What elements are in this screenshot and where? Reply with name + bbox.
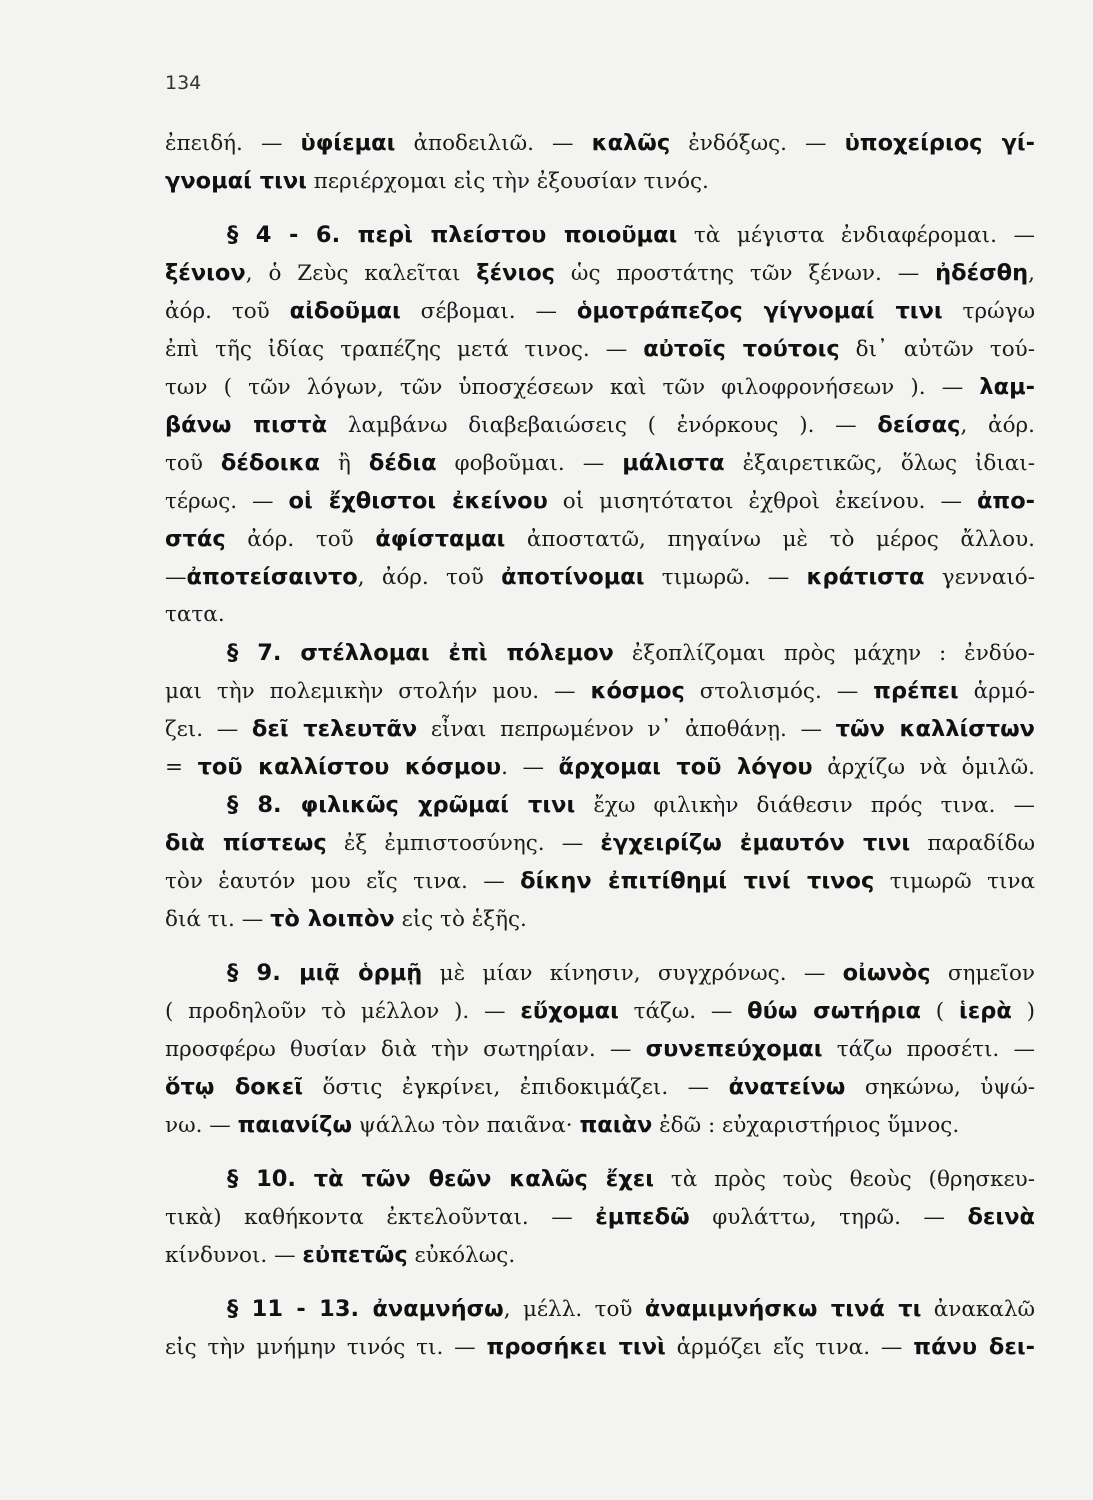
headword: § 7. στέλλομαι ἐπὶ πόλεμον bbox=[227, 640, 614, 666]
gloss-text: , ἀόρ. τοῦ bbox=[357, 565, 502, 590]
text-line bbox=[165, 1236, 1035, 1274]
headword: § 10. τὰ τῶν θεῶν καλῶς ἔχει bbox=[227, 1166, 655, 1192]
gloss-text: γενναιό- bbox=[924, 565, 1035, 590]
text-line bbox=[165, 1030, 1035, 1068]
headword: εὔχομαι bbox=[520, 998, 619, 1024]
headword: ἱερὰ bbox=[958, 998, 1012, 1024]
headword: προσήκει τινὶ bbox=[486, 1334, 666, 1360]
headword: αὐτοῖς τούτοις bbox=[643, 336, 840, 362]
headword: ξένιος bbox=[476, 260, 556, 286]
text-body bbox=[165, 124, 1035, 1366]
headword: πρέπει bbox=[873, 678, 959, 704]
headword: γνομαί τινι bbox=[165, 168, 307, 194]
text-line bbox=[165, 254, 1035, 292]
headword: ἀποτίνομαι bbox=[501, 564, 645, 590]
text-line bbox=[165, 1290, 1035, 1328]
gloss-text: προσφέρω θυσίαν διὰ τὴν σωτηρίαν. — bbox=[165, 1037, 646, 1062]
gloss-text: περιέρχομαι εἰς τὴν ἐξουσίαν τινός. bbox=[306, 169, 709, 194]
headword: πάνυ δει- bbox=[913, 1334, 1036, 1360]
text-line bbox=[165, 992, 1035, 1030]
text-line bbox=[165, 862, 1035, 900]
gloss-text: μὲ μίαν κίνησιν, συγχρόνως. — bbox=[422, 961, 843, 986]
headword: εὐπετῶς bbox=[302, 1242, 408, 1268]
gloss-text: εἶναι πεπρωμένον ν᾿ ἀποθάνῃ. — bbox=[417, 717, 836, 742]
gloss-text: , ἀόρ. bbox=[960, 413, 1035, 438]
gloss-text: ( bbox=[920, 999, 959, 1024]
headword: ἀναμιμνήσκω τινά τι bbox=[644, 1296, 922, 1322]
headword: δέδοικα bbox=[220, 450, 321, 476]
gloss-text: λαμβάνω διαβεβαιώσεις ( ἐνόρκους ). — bbox=[327, 413, 878, 438]
gloss-text: ἁρμόζει εἴς τινα. — bbox=[665, 1335, 914, 1360]
text-line bbox=[165, 710, 1035, 748]
gloss-text: σηκώνω, ὑψώ- bbox=[845, 1075, 1035, 1100]
gloss-text: = bbox=[165, 755, 198, 780]
headword: κόσμος bbox=[590, 678, 685, 704]
text-line bbox=[165, 216, 1035, 254]
gloss-text: ἐπειδή. — bbox=[165, 131, 301, 156]
headword: μάλιστα bbox=[622, 450, 725, 476]
text-line bbox=[165, 672, 1035, 710]
text-line bbox=[165, 1068, 1035, 1106]
headword: διὰ πίστεως bbox=[165, 830, 327, 856]
headword: παιανίζω bbox=[237, 1112, 353, 1138]
headword: θύω σωτήρια bbox=[747, 998, 921, 1024]
gloss-text: δι᾿ αὐτῶν τού- bbox=[839, 337, 1035, 362]
gloss-text: τάζω. — bbox=[618, 999, 748, 1024]
gloss-text: στολισμός. — bbox=[684, 679, 874, 704]
headword: ὑποχείριος γί- bbox=[844, 130, 1036, 156]
gloss-text: φοβοῦμαι. — bbox=[436, 451, 623, 476]
gloss-text: ἁρμό- bbox=[958, 679, 1035, 704]
headword: § 11 - 13. ἀναμνήσω bbox=[227, 1296, 504, 1322]
text-line bbox=[165, 900, 1035, 938]
gloss-text: τὰ μέγιστα ἐνδιαφέρομαι. — bbox=[677, 223, 1035, 248]
gloss-text: τὰ πρὸς τοὺς θεοὺς (θρησκευ- bbox=[654, 1167, 1035, 1192]
gloss-text: φυλάττω, τηρῶ. — bbox=[689, 1205, 968, 1230]
gloss-text: ὅστις ἐγκρίνει, ἐπιδοκιμάζει. — bbox=[303, 1075, 729, 1100]
headword: δεινὰ bbox=[967, 1204, 1035, 1230]
text-line bbox=[165, 954, 1035, 992]
gloss-text: ἀποδειλιῶ. — bbox=[395, 131, 592, 156]
text-line bbox=[165, 1106, 1035, 1144]
headword: τὸ λοιπὸν bbox=[270, 906, 395, 932]
gloss-text: τέρως. — bbox=[165, 489, 289, 514]
text-line bbox=[165, 1328, 1035, 1366]
headword: οἰωνὸς bbox=[842, 960, 931, 986]
text-line bbox=[165, 786, 1035, 824]
headword: ἠδέσθη bbox=[935, 260, 1029, 286]
headword: παιὰν bbox=[579, 1112, 653, 1138]
gloss-text: , ὁ Ζεὺς καλεῖται bbox=[245, 261, 477, 286]
text-line bbox=[165, 748, 1035, 786]
gloss-text: ἢ bbox=[320, 451, 369, 476]
headword: κράτιστα bbox=[806, 564, 925, 590]
gloss-text: εὐκόλως. bbox=[407, 1243, 516, 1268]
headword: αἰδοῦμαι bbox=[289, 298, 401, 324]
headword: λαμ- bbox=[979, 374, 1035, 400]
gloss-text: . — bbox=[501, 755, 559, 780]
text-line bbox=[165, 124, 1035, 162]
gloss-text: τιμωρῶ τινα bbox=[874, 869, 1035, 894]
headword: ἄρχομαι τοῦ λόγου bbox=[558, 754, 813, 780]
gloss-text: ἐξοπλίζομαι πρὸς μάχην : ἐνδύο- bbox=[613, 641, 1036, 666]
gloss-text: ὡς προστάτης τῶν ξένων. — bbox=[555, 261, 936, 286]
text-line bbox=[165, 406, 1035, 444]
gloss-text: , bbox=[1028, 261, 1035, 286]
headword: ὅτῳ δοκεῖ bbox=[165, 1074, 304, 1100]
gloss-text: τοῦ bbox=[165, 451, 221, 476]
text-line bbox=[165, 634, 1035, 672]
gloss-text: τρώγω bbox=[942, 299, 1036, 324]
text-line bbox=[165, 444, 1035, 482]
headword: § 9. μιᾷ ὁρμῇ bbox=[227, 960, 423, 986]
headword: ἐγχειρίζω ἐμαυτόν τινι bbox=[600, 830, 911, 856]
headword: στάς bbox=[165, 526, 226, 552]
gloss-text: των ( τῶν λόγων, τῶν ὑποσχέσεων καὶ τῶν φιλοφρονήσεων ). — bbox=[165, 375, 980, 400]
headword: τοῦ καλλίστου κόσμου bbox=[197, 754, 502, 780]
gloss-text: νω. — bbox=[165, 1113, 238, 1138]
headword: ἀφίσταμαι bbox=[375, 526, 506, 552]
text-line bbox=[165, 1160, 1035, 1198]
gloss-text: τιμωρῶ. — bbox=[644, 565, 807, 590]
headword: οἱ ἔχθιστοι ἐκείνου bbox=[288, 488, 548, 514]
gloss-text: ἀόρ. τοῦ bbox=[225, 527, 376, 552]
gloss-text: ) bbox=[1011, 999, 1035, 1024]
gloss-text: ἐξαιρετικῶς, ὅλως ἰδιαι- bbox=[724, 451, 1035, 476]
headword: βάνω πιστὰ bbox=[165, 412, 328, 438]
gloss-text: μαι τὴν πολεμικὴν στολήν μου. — bbox=[165, 679, 591, 704]
gloss-text: ἀρχίζω νὰ ὁμιλῶ. bbox=[812, 755, 1036, 780]
gloss-text: — bbox=[165, 565, 187, 590]
gloss-text: κίνδυνοι. — bbox=[165, 1243, 303, 1268]
gloss-text: ψάλλω τὸν παιᾶνα· bbox=[352, 1113, 580, 1138]
gloss-text: ἀποστατῶ, πηγαίνω μὲ τὸ μέρος ἄλλου. bbox=[505, 527, 1035, 552]
text-line bbox=[165, 162, 1035, 200]
headword: δίκην ἐπιτίθημί τινί τινος bbox=[520, 868, 875, 894]
text-line bbox=[165, 596, 1035, 634]
gloss-text: ἀνακαλῶ bbox=[921, 1297, 1035, 1322]
headword: συνεπεύχομαι bbox=[645, 1036, 823, 1062]
gloss-text: τατα. bbox=[165, 602, 225, 627]
gloss-text: τικὰ) καθήκοντα ἐκτελοῦνται. — bbox=[165, 1205, 596, 1230]
headword: ἀποτείσαιντο bbox=[186, 564, 358, 590]
gloss-text: ( προδηλοῦν τὸ μέλλον ). — bbox=[165, 999, 521, 1024]
gloss-text: διά τι. — bbox=[165, 907, 271, 932]
text-line bbox=[165, 368, 1035, 406]
headword: τῶν καλλίστων bbox=[835, 716, 1035, 742]
headword: δέδια bbox=[368, 450, 437, 476]
headword: ὑφίεμαι bbox=[300, 130, 396, 156]
text-line bbox=[165, 292, 1035, 330]
gloss-text: εἰς τὸ ἑξῆς. bbox=[394, 907, 527, 932]
headword: καλῶς bbox=[591, 130, 671, 156]
gloss-text: ἐδῶ : εὐχαριστήριος ὕμνος. bbox=[652, 1113, 960, 1138]
gloss-text: ἀόρ. τοῦ bbox=[165, 299, 290, 324]
headword: ἀνατείνω bbox=[728, 1074, 846, 1100]
headword: ξένιον bbox=[165, 260, 246, 286]
gloss-text: , μέλλ. τοῦ bbox=[503, 1297, 645, 1322]
headword: § 8. φιλικῶς χρῶμαί τινι bbox=[227, 792, 576, 818]
gloss-text: οἱ μισητότατοι ἐχθροὶ ἐκείνου. — bbox=[547, 489, 977, 514]
headword: § 4 - 6. περὶ πλείστου ποιοῦμαι bbox=[227, 222, 678, 248]
headword: ἀπο- bbox=[976, 488, 1035, 514]
headword: ὁμοτράπεζος γίγνομαί τινι bbox=[576, 298, 943, 324]
gloss-text: τὸν ἑαυτόν μου εἴς τινα. — bbox=[165, 869, 521, 894]
text-line bbox=[165, 824, 1035, 862]
gloss-text: παραδίδω bbox=[910, 831, 1036, 856]
gloss-text: ἐξ ἐμπιστοσύνης. — bbox=[326, 831, 601, 856]
headword: δείσας bbox=[877, 412, 961, 438]
gloss-text: ἔχω φιλικὴν διάθεσιν πρός τινα. — bbox=[575, 793, 1035, 818]
gloss-text: ἐπὶ τῆς ἰδίας τραπέζης μετά τινος. — bbox=[165, 337, 644, 362]
page-number: 134 bbox=[165, 72, 202, 94]
gloss-text: ἐνδόξως. — bbox=[670, 131, 845, 156]
gloss-text: σέβομαι. — bbox=[400, 299, 577, 324]
gloss-text: ζει. — bbox=[165, 717, 252, 742]
gloss-text: σημεῖον bbox=[930, 961, 1035, 986]
text-line bbox=[165, 558, 1035, 596]
gloss-text: εἰς τὴν μνήμην τινός τι. — bbox=[165, 1335, 487, 1360]
text-line bbox=[165, 482, 1035, 520]
text-line bbox=[165, 520, 1035, 558]
text-line bbox=[165, 330, 1035, 368]
text-line bbox=[165, 1198, 1035, 1236]
headword: δεῖ τελευτᾶν bbox=[251, 716, 418, 742]
headword: ἐμπεδῶ bbox=[595, 1204, 690, 1230]
gloss-text: τάζω προσέτι. — bbox=[822, 1037, 1035, 1062]
